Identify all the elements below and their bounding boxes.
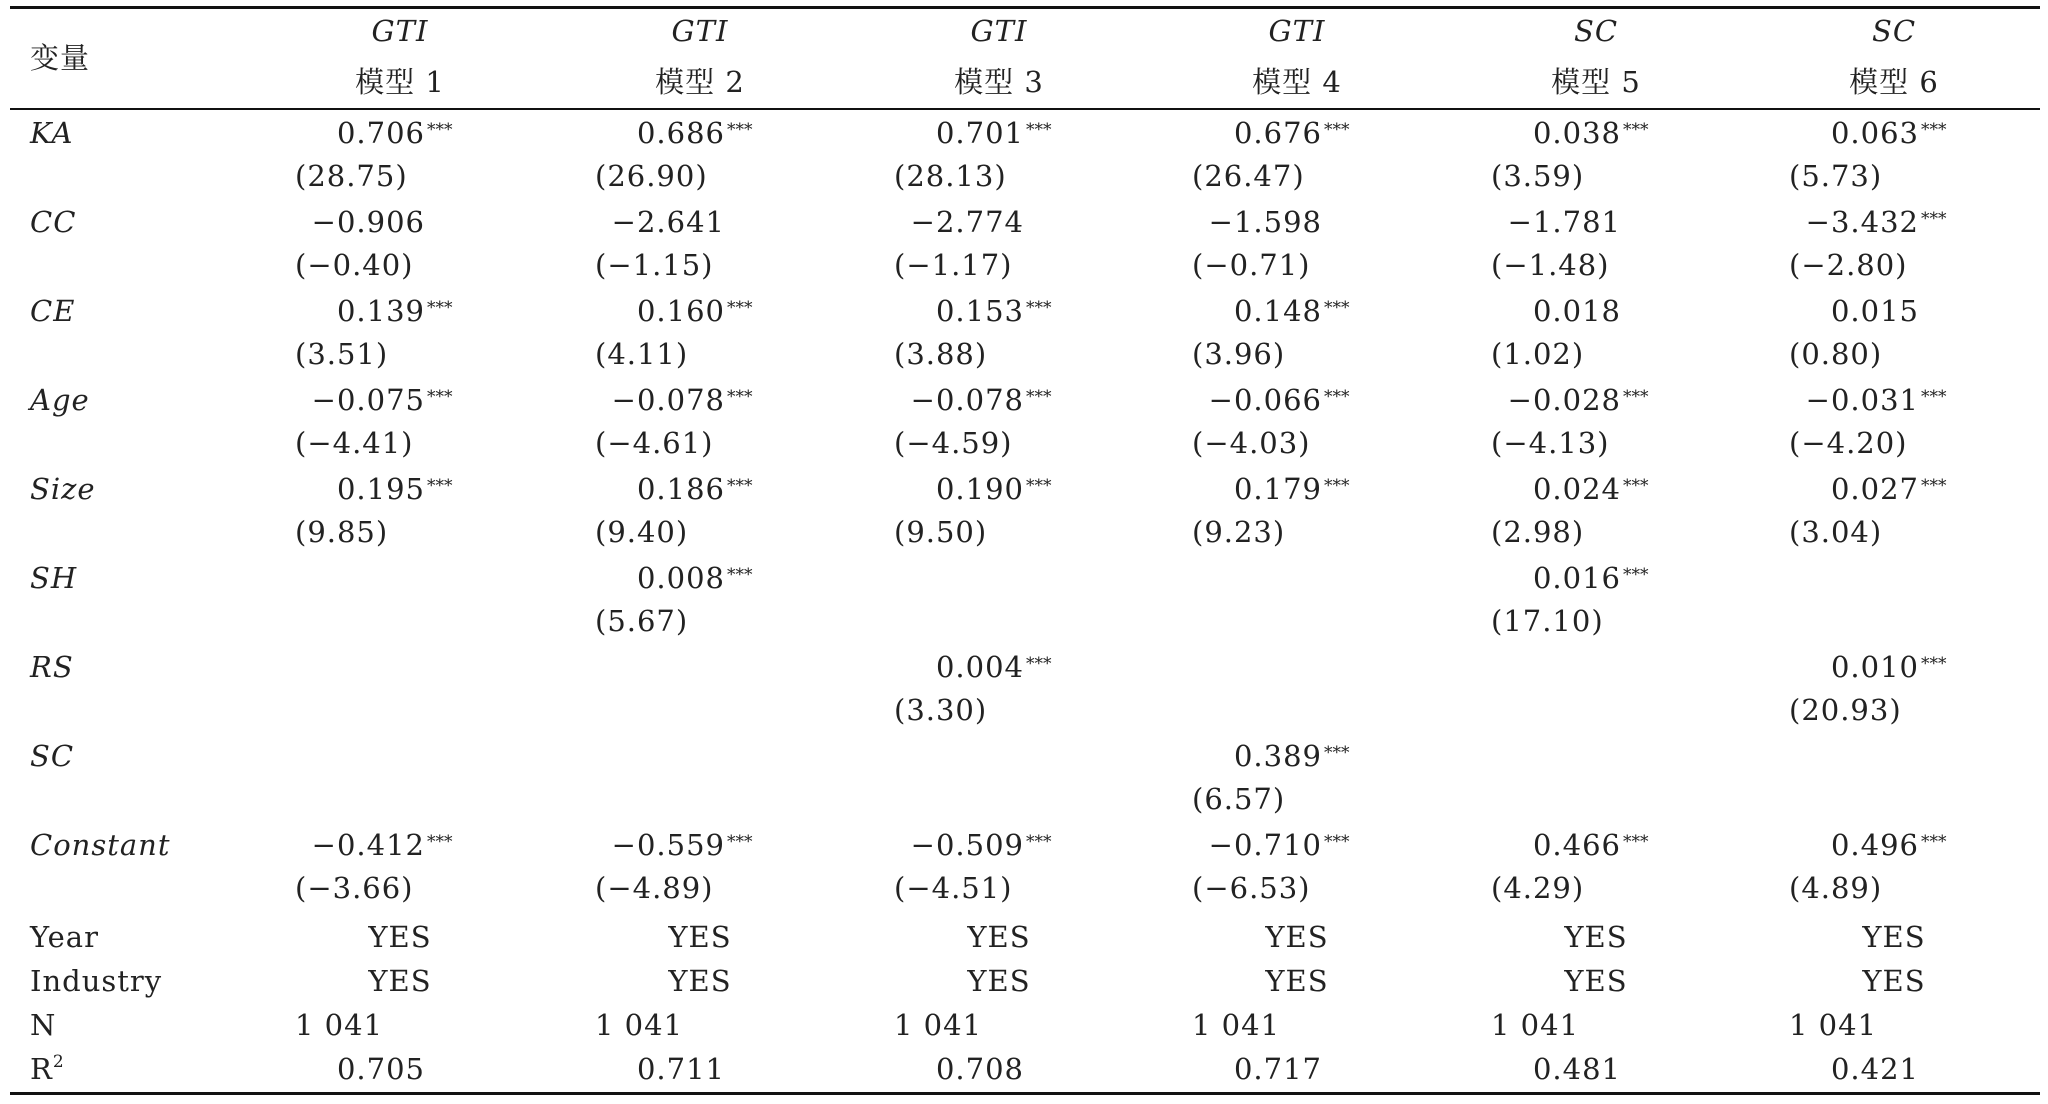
coefficient-value: −0.559: [611, 828, 725, 862]
coefficient-value: 0.686: [636, 116, 725, 150]
t-stat-cell: (3.59): [1491, 159, 1585, 193]
coefficient-cell: [764, 205, 1024, 239]
coefficient-cell: [465, 205, 725, 239]
coefficient-value: 0.148: [1233, 294, 1322, 328]
coefficient-value: 0.676: [1233, 116, 1322, 150]
coefficient-value: −2.641: [611, 205, 725, 239]
coefficient-cell: −0.710 ***: [1208, 828, 1350, 862]
superscript: 2: [52, 1052, 64, 1072]
t-stat-cell: (6.57): [1192, 782, 1286, 816]
footer-value: YES: [1862, 964, 1926, 998]
top-rule: [10, 6, 2040, 9]
t-stat-cell: (9.23): [1192, 515, 1286, 549]
t-stat-cell: (3.30): [894, 693, 988, 727]
coefficient-cell: 0.701 ***: [935, 116, 1052, 150]
footer-value: YES: [1265, 920, 1329, 954]
coefficient-value: 0.027: [1830, 472, 1919, 506]
coefficient-value: 0.024: [1532, 472, 1621, 506]
coefficient-value: 0.466: [1532, 828, 1621, 862]
t-stat-cell: (−4.20): [1789, 426, 1908, 460]
column-model-label: 模型 3: [954, 65, 1044, 99]
regression-table: [10, 0, 2040, 1104]
t-stat-cell: (−4.13): [1491, 426, 1610, 460]
coefficient-cell: 0.139 ***: [336, 294, 453, 328]
footer-value: 0.717: [1233, 1052, 1322, 1086]
column-dependent-var: SC: [1871, 14, 1917, 48]
coefficient-value: 0.190: [935, 472, 1024, 506]
coefficient-cell: 0.195 ***: [336, 472, 453, 506]
t-stat-cell: (−4.41): [295, 426, 414, 460]
row-variable-name: RS: [30, 650, 74, 684]
coefficient-cell: −0.066 ***: [1208, 383, 1350, 417]
coefficient-value: −0.509: [910, 828, 1024, 862]
bottom-rule: [10, 1092, 2040, 1095]
column-model-label: 模型 5: [1551, 65, 1641, 99]
coefficient-cell: [1361, 205, 1621, 239]
coefficient-cell: −0.559 ***: [611, 828, 753, 862]
coefficient-value: −3.432: [1805, 205, 1919, 239]
t-stat-cell: (−6.53): [1192, 871, 1311, 905]
coefficient-value: 0.038: [1532, 116, 1621, 150]
coefficient-value: 0.153: [935, 294, 1024, 328]
coefficient-cell: 0.179 ***: [1233, 472, 1350, 506]
footer-value: YES: [368, 964, 432, 998]
coefficient-value: −0.031: [1805, 383, 1919, 417]
coefficient-value: 0.008: [636, 561, 725, 595]
column-dependent-var: GTI: [970, 14, 1028, 48]
coefficient-cell: 0.027 ***: [1830, 472, 1947, 506]
footer-value: YES: [1564, 964, 1628, 998]
coefficient-cell: 0.686 ***: [636, 116, 753, 150]
footer-value: 1 041: [894, 1008, 983, 1042]
t-stat-cell: (4.11): [595, 337, 689, 371]
coefficient-cell: 0.676 ***: [1233, 116, 1350, 150]
coefficient-cell: 0.016 ***: [1532, 561, 1649, 595]
coefficient-cell: 0.389 ***: [1233, 739, 1350, 773]
coefficient-value: −1.598: [1208, 205, 1322, 239]
t-stat-cell: (−1.48): [1491, 248, 1610, 282]
column-model-label: 模型 2: [655, 65, 745, 99]
t-stat-cell: (20.93): [1789, 693, 1902, 727]
coefficient-value: 0.389: [1233, 739, 1322, 773]
coefficient-value: −0.075: [311, 383, 425, 417]
coefficient-cell: −0.031 ***: [1805, 383, 1947, 417]
coefficient-cell: −0.078 ***: [611, 383, 753, 417]
column-model-label: 模型 1: [355, 65, 445, 99]
footer-value: YES: [668, 964, 732, 998]
row-variable-name: SH: [30, 561, 78, 595]
t-stat-cell: (−4.51): [894, 871, 1013, 905]
coefficient-cell: 0.063 ***: [1830, 116, 1947, 150]
t-stat-cell: (−4.03): [1192, 426, 1311, 460]
coefficient-value: 0.010: [1830, 650, 1919, 684]
footer-value: YES: [1564, 920, 1628, 954]
coefficient-cell: 0.160 ***: [636, 294, 753, 328]
t-stat-cell: (4.89): [1789, 871, 1883, 905]
coefficient-cell: [165, 205, 425, 239]
column-dependent-var: GTI: [671, 14, 729, 48]
coefficient-cell: 0.496 ***: [1830, 828, 1947, 862]
variable-header: 变量: [30, 41, 91, 75]
row-variable-name: Constant: [30, 828, 171, 862]
coefficient-value: 0.179: [1233, 472, 1322, 506]
coefficient-value: 0.018: [1532, 294, 1621, 328]
footer-value: 0.711: [636, 1052, 725, 1086]
footer-value: YES: [668, 920, 732, 954]
row-variable-name: Size: [30, 472, 96, 506]
t-stat-cell: (4.29): [1491, 871, 1585, 905]
coefficient-cell: 0.190 ***: [935, 472, 1052, 506]
t-stat-cell: (3.96): [1192, 337, 1286, 371]
coefficient-cell: −0.412 ***: [311, 828, 453, 862]
t-stat-cell: (−4.61): [595, 426, 714, 460]
t-stat-cell: (9.85): [295, 515, 389, 549]
footer-row-name: $R^2$: [30, 1052, 64, 1086]
coefficient-value: 0.195: [336, 472, 425, 506]
coefficient-cell: −0.078 ***: [910, 383, 1052, 417]
coefficient-value: 0.186: [636, 472, 725, 506]
coefficient-value: −0.066: [1208, 383, 1322, 417]
coefficient-cell: −0.075 ***: [311, 383, 453, 417]
row-variable-name: SC: [30, 739, 75, 773]
t-stat-cell: (9.50): [894, 515, 988, 549]
t-stat-cell: (28.13): [894, 159, 1007, 193]
coefficient-value: −0.028: [1507, 383, 1621, 417]
t-stat-cell: (5.73): [1789, 159, 1883, 193]
coefficient-value: 0.139: [336, 294, 425, 328]
coefficient-value: −1.781: [1507, 205, 1621, 239]
footer-value: 0.421: [1830, 1052, 1919, 1086]
coefficient-value: 0.015: [1830, 294, 1919, 328]
coefficient-cell: −0.028 ***: [1507, 383, 1649, 417]
coefficient-cell: 0.024 ***: [1532, 472, 1649, 506]
coefficient-cell: −0.509 ***: [910, 828, 1052, 862]
coefficient-value: −0.906: [311, 205, 425, 239]
column-dependent-var: GTI: [1268, 14, 1326, 48]
coefficient-value: 0.004: [935, 650, 1024, 684]
coefficient-value: 0.016: [1532, 561, 1621, 595]
coefficient-cell: 0.706 ***: [336, 116, 453, 150]
footer-row-name: Industry: [30, 964, 163, 998]
t-stat-cell: (−1.15): [595, 248, 714, 282]
row-variable-name: CE: [30, 294, 76, 328]
t-stat-cell: (28.75): [295, 159, 408, 193]
footer-value: 1 041: [595, 1008, 684, 1042]
column-model-label: 模型 6: [1849, 65, 1939, 99]
coefficient-value: 0.063: [1830, 116, 1919, 150]
t-stat-cell: (3.51): [295, 337, 389, 371]
column-model-label: 模型 4: [1252, 65, 1342, 99]
footer-value: YES: [1265, 964, 1329, 998]
t-stat-cell: (−2.80): [1789, 248, 1908, 282]
t-stat-cell: (0.80): [1789, 337, 1883, 371]
coefficient-cell: −3.432 ***: [1805, 205, 1947, 239]
coefficient-value: 0.701: [935, 116, 1024, 150]
coefficient-cell: 0.008 ***: [636, 561, 753, 595]
coefficient-value: −2.774: [910, 205, 1024, 239]
t-stat-cell: (3.04): [1789, 515, 1883, 549]
coefficient-value: −0.710: [1208, 828, 1322, 862]
coefficient-cell: 0.186 ***: [636, 472, 753, 506]
column-dependent-var: GTI: [371, 14, 429, 48]
footer-value: 1 041: [295, 1008, 384, 1042]
footer-value: YES: [967, 964, 1031, 998]
footer-value: YES: [368, 920, 432, 954]
t-stat-cell: (5.67): [595, 604, 689, 638]
footer-value: 1 041: [1192, 1008, 1281, 1042]
column-dependent-var: SC: [1573, 14, 1619, 48]
coefficient-cell: 0.466 ***: [1532, 828, 1649, 862]
coefficient-value: 0.496: [1830, 828, 1919, 862]
t-stat-cell: (−0.71): [1192, 248, 1311, 282]
coefficient-value: −0.078: [910, 383, 1024, 417]
footer-row-name: N: [30, 1008, 57, 1042]
coefficient-cell: [1062, 205, 1322, 239]
t-stat-cell: (17.10): [1491, 604, 1604, 638]
footer-value: 0.481: [1532, 1052, 1621, 1086]
footer-value: 0.705: [336, 1052, 425, 1086]
footer-row-name: Year: [30, 920, 99, 954]
coefficient-value: 0.706: [336, 116, 425, 150]
t-stat-cell: (1.02): [1491, 337, 1585, 371]
footer-value: 1 041: [1491, 1008, 1580, 1042]
coefficient-cell: 0.038 ***: [1532, 116, 1649, 150]
footer-value: 0.708: [935, 1052, 1024, 1086]
footer-value: YES: [967, 920, 1031, 954]
t-stat-cell: (−1.17): [894, 248, 1013, 282]
coefficient-value: −0.078: [611, 383, 725, 417]
coefficient-value: −0.412: [311, 828, 425, 862]
t-stat-cell: (3.88): [894, 337, 988, 371]
coefficient-cell: 0.153 ***: [935, 294, 1052, 328]
t-stat-cell: (−4.59): [894, 426, 1013, 460]
t-stat-cell: (9.40): [595, 515, 689, 549]
row-variable-name: Age: [30, 383, 90, 417]
t-stat-cell: (−0.40): [295, 248, 414, 282]
t-stat-cell: (26.90): [595, 159, 708, 193]
t-stat-cell: (−3.66): [295, 871, 414, 905]
coefficient-value: 0.160: [636, 294, 725, 328]
t-stat-cell: (2.98): [1491, 515, 1585, 549]
coefficient-cell: 0.010 ***: [1830, 650, 1947, 684]
footer-value: YES: [1862, 920, 1926, 954]
header-rule: [10, 108, 2040, 110]
footer-value: 1 041: [1789, 1008, 1878, 1042]
t-stat-cell: (26.47): [1192, 159, 1305, 193]
coefficient-cell: [1361, 294, 1621, 328]
row-variable-name: KA: [30, 116, 74, 150]
t-stat-cell: (−4.89): [595, 871, 714, 905]
row-variable-name: CC: [30, 205, 77, 239]
coefficient-cell: 0.004 ***: [935, 650, 1052, 684]
coefficient-cell: [1659, 294, 1919, 328]
coefficient-cell: 0.148 ***: [1233, 294, 1350, 328]
